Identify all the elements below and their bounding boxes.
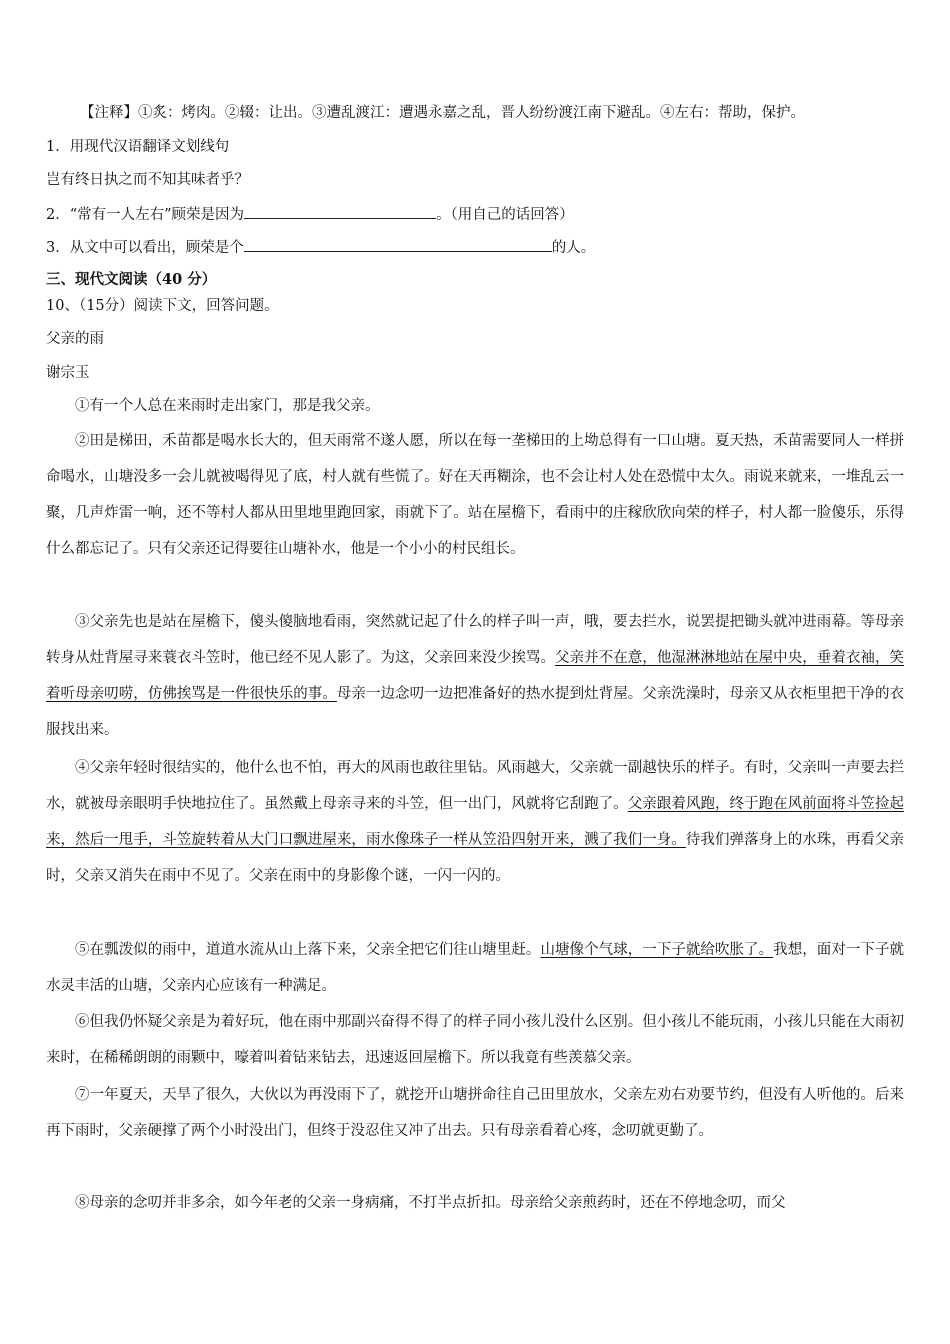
paragraph-6: ⑥但我仍怀疑父亲是为着好玩，他在雨中那副兴奋得不得了的样子同小孩儿没什么区别。但小孩儿不能玩雨，小孩儿只能在大雨初来时，在稀稀朗朗的雨颗中，嚎着叫着钻来钻去，迅速返回屋檐下。所以我竟有些羡慕父亲。 xyxy=(46,1014,904,1066)
question-3-suffix: 的人。 xyxy=(551,240,596,256)
paragraph-3: ③父亲先也是站在屋檐下，傻头傻脑地看雨，突然就记起了什么的样子叫一声，哦，要去拦水，说罢提把锄头就冲进雨幕。等母亲转身从灶背屋寻来蓑衣斗笠时，他已经不见人影了。为这，父亲回来没少挨骂。父亲并不在意，他湿淋淋地站在屋中央，垂着衣袖，笑着听母亲叨唠，仿佛挨骂是一件很快乐的事。母亲一边念叨一边把准备好的热水提到灶背屋。父亲洗澡时，母亲又从衣柜里把干净的衣服找出来。 xyxy=(46,614,905,738)
article-title: 父亲的雨 xyxy=(46,331,104,347)
underlined-sentence-5: 山塘像个气球，一下子就给吹胀了。 xyxy=(540,942,774,958)
question-1-sentence: 岂有终日执之而不知其味者乎？ xyxy=(46,172,249,188)
question-10-prompt: 10、（15分）阅读下文，回答问题。 xyxy=(46,298,279,314)
question-3-prefix: 3．从文中可以看出，顾荣是个 xyxy=(46,240,244,256)
question-2-prefix: 2．“常有一人左右”顾荣是因为 xyxy=(46,207,245,223)
paragraph-5: ⑤在瓢泼似的雨中，道道水流从山上落下来，父亲全把它们往山塘里赶。山塘像个气球，一下子就给吹胀了。我想，面对一下子就水灵丰活的山塘，父亲内心应该有一种满足。 xyxy=(46,942,905,994)
article-author: 谢宗玉 xyxy=(46,365,90,381)
paragraph-1: ①有一个人总在来雨时走出家门，那是我父亲。 xyxy=(75,398,380,414)
question-2-suffix: 。（用自己的话回答） xyxy=(436,207,574,223)
annotation-note: 【注释】①炙：烤肉。②辍：让出。③遭乱渡江：遭遇永嘉之乱，晋人纷纷渡江南下避乱。④左右：帮助，保护。 xyxy=(80,105,805,121)
question-1: 1．用现代汉语翻译文划线句 xyxy=(46,139,230,155)
underlined-sentence-3: 父亲并不在意，他湿淋淋地站在屋中央，垂着衣袖，笑着听母亲叨唠，仿佛挨骂是一件很快乐的事。 xyxy=(46,650,905,702)
answer-blank-3[interactable] xyxy=(244,237,552,252)
paragraph-2: ②田是梯田，禾苗都是喝水长大的，但天雨常不遂人愿，所以在每一垄梯田的上坳总得有一口山塘。夏天热，禾苗需要同人一样拼命喝水，山塘没多一会儿就被喝得见了底，村人就有些慌了。好在天再糊涂，也不会让村人处在恐慌中太久。雨说来就来，一堆乱云一聚，几声炸雷一响，还不等村人都从田里地里跑回家，雨就下了。站在屋檐下，看雨中的庄稼欣欣向荣的样子，村人都一脸傻乐，乐得什么都忘记了。只有父亲还记得要往山塘补水，他是一个小小的村民组长。 xyxy=(46,433,904,557)
paragraph-8: ⑧母亲的念叨并非多余，如今年老的父亲一身病痛，不打半点折扣。母亲给父亲煎药时，还在不停地念叨，而父 xyxy=(75,1195,786,1211)
paragraph-7: ⑦一年夏天，天旱了很久，大伙以为再没雨下了，就挖开山塘拼命往自己田里放水，父亲左劝右劝要节约，但没有人听他的。后来再下雨时，父亲硬撑了两个小时没出门，但终于没忍住又冲了出去。只有母亲看着心疼，念叨就更勤了。 xyxy=(46,1087,904,1139)
section-title: 三、现代文阅读（40 分） xyxy=(46,271,217,288)
question-3 xyxy=(46,237,595,258)
paragraph-4: ④父亲年轻时很结实的，他什么也不怕，再大的风雨也敢往里钻。风雨越大，父亲就一副越快乐的样子。有时，父亲叫一声要去拦水，就被母亲眼明手快地拉住了。虽然戴上母亲寻来的斗笠，但一出门，风就将它刮跑了。父亲跟着风跑，终于跑在风前面将斗笠捡起来，然后一甩手，斗笠旋转着从大门口飘进屋来，雨水像珠子一样从笠沿四射开来，溅了我们一身。待我们弹落身上的水珠，再看父亲时，父亲又消失在雨中不见了。父亲在雨中的身影像个谜，一闪一闪的。 xyxy=(46,760,905,884)
answer-blank-2[interactable] xyxy=(244,204,436,219)
underlined-sentence-4: 父亲跟着风跑，终于跑在风前面将斗笠捡起来，然后一甩手，斗笠旋转着从大门口飘进屋来，雨水像珠子一样从笠沿四射开来，溅了我们一身。 xyxy=(46,796,905,848)
question-2 xyxy=(46,204,574,225)
